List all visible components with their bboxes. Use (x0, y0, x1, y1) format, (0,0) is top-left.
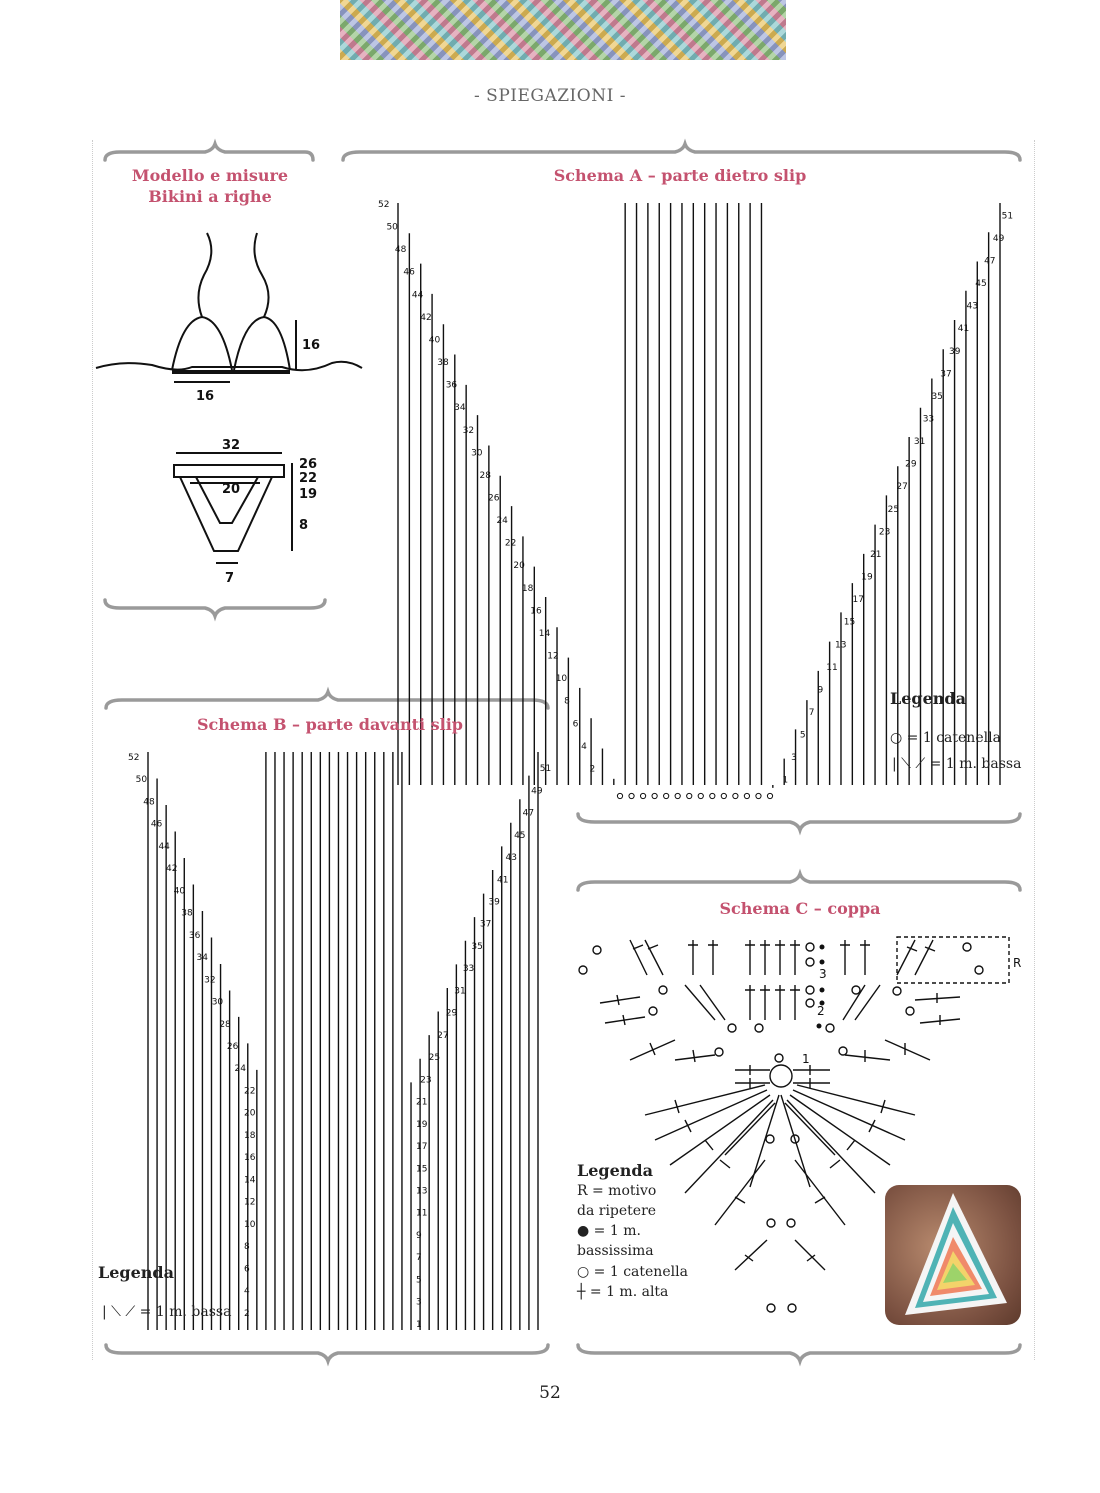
row-number-left: 4 (244, 1286, 250, 1297)
row-number-right: 15 (843, 617, 856, 628)
schema-c-legend-dc: ┼ = 1 m. alta (577, 1284, 669, 1300)
schema-b-title: Schema B – parte davanti slip (196, 715, 463, 734)
row-number-right: 51 (539, 764, 552, 775)
row-number-right: 23 (420, 1075, 432, 1086)
repeat-label: R (1013, 956, 1022, 970)
row-number-left: 34 (196, 953, 208, 964)
schema-c-legend-r1: R = motivo (577, 1183, 657, 1199)
row-number-left: 28 (219, 1019, 231, 1030)
row-number-right: 7 (808, 707, 815, 718)
schema-b-legend-sc: | ⟍ ⟋ = 1 m. bassa (102, 1304, 232, 1320)
row-number-left: 4 (581, 741, 587, 752)
bikini-cup-photo (885, 1185, 1021, 1325)
dim-cup-height: 16 (302, 338, 321, 353)
row-number-left: 36 (188, 930, 201, 941)
schema-c-title: Schema C – coppa (719, 899, 881, 918)
row-number-right: 47 (984, 256, 996, 267)
schema-a-legend-chain: ○ = 1 catenella (890, 730, 1001, 746)
row-number-left: 20 (244, 1108, 256, 1119)
dim-22: 22 (299, 471, 318, 486)
row-number-left: 20 (513, 561, 525, 572)
row-number-left: 50 (135, 775, 148, 786)
dim-band: 26 (299, 457, 318, 472)
row-number-right: 19 (416, 1119, 428, 1130)
row-number-right: 37 (940, 369, 952, 380)
model-title-line1: Modello e misure (131, 166, 289, 185)
row-number-right: 21 (870, 549, 882, 560)
row-number-left: 44 (158, 841, 170, 852)
row-number-right: 33 (922, 414, 935, 425)
row-number-left: 18 (244, 1130, 256, 1141)
row-number-right: 17 (852, 595, 864, 606)
row-number-right: 43 (505, 853, 517, 864)
row-number-right: 49 (531, 786, 543, 797)
row-number-right: 31 (454, 986, 466, 997)
row-number-left: 42 (420, 312, 432, 323)
dim-inner-width: 20 (222, 482, 241, 497)
row-number-left: 24 (496, 516, 508, 527)
row-number-left: 48 (394, 245, 407, 256)
row-number-left: 44 (411, 290, 424, 301)
model-title-line2: Bikini a righe (148, 187, 272, 206)
row-number-right: 3 (791, 753, 797, 764)
row-number-left: 46 (150, 819, 163, 830)
single-crochet-icon: | ⟍ ⟋ (892, 756, 926, 772)
row-number-right: 17 (416, 1142, 428, 1153)
row-number-right: 25 (887, 504, 900, 515)
row-number-left: 38 (181, 908, 193, 919)
schema-a-legend-sc: | ⟍ ⟋ = 1 m. bassa (892, 756, 1022, 772)
row-number-right: 1 (416, 1319, 422, 1330)
repeat-box (897, 937, 1009, 983)
row-number-right: 29 (445, 1008, 458, 1019)
row-number-left: 2 (589, 764, 596, 775)
row-number-right: 47 (522, 808, 535, 819)
row-number-right: 5 (416, 1275, 422, 1286)
row-number-left: 14 (538, 628, 551, 639)
row-number-left: 6 (572, 719, 579, 730)
row-number-left: 18 (521, 583, 534, 594)
round-2-label: 2 (817, 1004, 825, 1018)
row-number-right: 41 (957, 324, 970, 335)
row-number-left: 36 (445, 380, 458, 391)
schema-c-legend-title: Legenda (577, 1161, 653, 1180)
dim-cup-width: 16 (196, 389, 215, 404)
page-number: 52 (539, 1383, 561, 1403)
row-number-left: 30 (211, 997, 224, 1008)
row-number-right: 13 (835, 640, 847, 651)
row-number-left: 30 (471, 448, 483, 459)
magic-ring (770, 1065, 792, 1087)
row-number-left: 24 (234, 1064, 247, 1075)
row-number-right: 27 (437, 1030, 449, 1041)
row-number-left: 14 (244, 1175, 256, 1186)
schema-c-legend-r2: da ripetere (577, 1203, 657, 1219)
row-number-left: 46 (403, 267, 415, 278)
row-number-left: 48 (143, 797, 155, 808)
row-number-left: 16 (244, 1153, 256, 1164)
row-number-left: 52 (378, 200, 390, 210)
row-number-right: 23 (878, 527, 891, 538)
row-number-left: 32 (204, 975, 216, 986)
row-number-left: 22 (244, 1086, 256, 1097)
row-number-right: 39 (949, 346, 961, 357)
row-number-right: 21 (416, 1097, 428, 1108)
page-heading: - SPIEGAZIONI - (474, 86, 626, 106)
round-3-label: 3 (819, 967, 827, 981)
row-number-right: 35 (471, 941, 483, 952)
row-number-right: 19 (861, 572, 873, 583)
schema-a-legend-title: Legenda (890, 689, 966, 708)
row-number-left: 10 (244, 1219, 256, 1230)
dim-bottom: 7 (225, 571, 235, 586)
row-number-right: 29 (905, 459, 917, 470)
row-number-right: 33 (462, 964, 475, 975)
schema-c-legend-ss2: bassissima (577, 1243, 654, 1259)
row-number-left: 40 (173, 886, 186, 897)
dim-19: 19 (299, 487, 318, 502)
schema-c-legend-ss1: ● = 1 m. (577, 1223, 641, 1239)
row-number-right: 31 (913, 437, 926, 448)
row-number-left: 34 (454, 403, 466, 414)
row-number-left: 28 (479, 470, 491, 481)
dim-8: 8 (299, 518, 309, 533)
row-number-right: 37 (479, 919, 492, 930)
row-number-right: 49 (992, 233, 1005, 244)
row-number-right: 13 (416, 1186, 428, 1197)
row-number-left: 8 (564, 696, 570, 707)
single-crochet-icon: | ⟍ ⟋ (102, 1304, 136, 1320)
row-number-right: 35 (931, 391, 943, 402)
row-number-left: 2 (244, 1308, 250, 1319)
row-number-left: 8 (244, 1242, 250, 1253)
row-number-right: 7 (416, 1253, 422, 1264)
row-number-right: 5 (799, 730, 806, 741)
row-number-left: 38 (437, 358, 449, 369)
row-number-left: 40 (428, 335, 441, 346)
row-number-left: 10 (555, 674, 568, 685)
row-number-right: 41 (497, 875, 509, 886)
row-number-right: 39 (488, 897, 500, 908)
row-number-right: 3 (416, 1297, 422, 1308)
row-number-right: 15 (416, 1164, 428, 1175)
row-number-left: 50 (386, 222, 398, 233)
row-number-right: 43 (966, 301, 978, 312)
row-number-left: 22 (504, 538, 517, 549)
row-number-left: 26 (488, 493, 500, 504)
double-crochet-icon: ┼ (577, 1284, 586, 1300)
row-number-right: 11 (826, 662, 838, 673)
row-number-left: 32 (462, 425, 475, 436)
row-number-left: 16 (530, 606, 542, 617)
chain-icon: ○ (577, 1264, 590, 1280)
row-number-right: 25 (428, 1053, 441, 1064)
schema-b-legend-title: Legenda (98, 1263, 174, 1282)
row-number-left: 12 (547, 651, 559, 662)
row-number-left: 26 (226, 1042, 239, 1052)
row-number-right: 9 (817, 685, 824, 696)
row-number-left: 6 (244, 1264, 250, 1275)
row-number-right: 27 (896, 482, 908, 493)
row-number-left: 52 (128, 753, 140, 763)
dim-top-width: 32 (222, 438, 241, 453)
row-number-right: 45 (975, 279, 987, 290)
schema-c-legend-chain: ○ = 1 catenella (577, 1264, 688, 1280)
row-number-right: 1 (782, 775, 789, 786)
schema-a-title: Schema A – parte dietro slip (553, 166, 807, 185)
row-number-right: 11 (416, 1208, 428, 1219)
chain-icon: ○ (890, 730, 903, 746)
row-number-left: 12 (244, 1197, 256, 1208)
round-1-label: 1 (802, 1052, 810, 1066)
row-number-right: 45 (514, 830, 526, 841)
row-number-right: 51 (1001, 211, 1014, 222)
row-number-right: 9 (416, 1230, 422, 1241)
row-number-left: 42 (166, 864, 178, 875)
